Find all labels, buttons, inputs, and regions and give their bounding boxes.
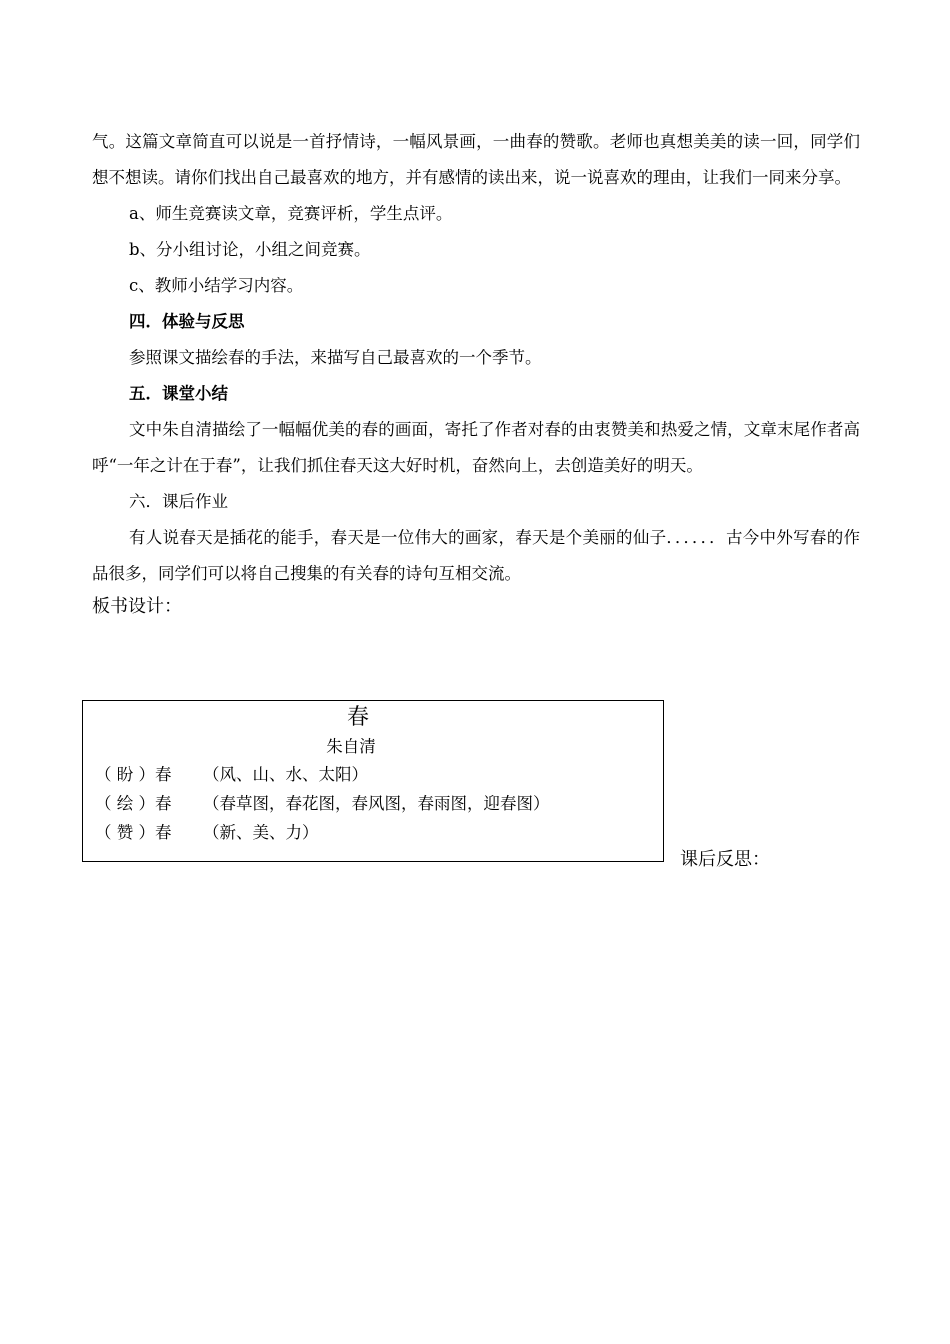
section-5-text: 文中朱自清描绘了一幅幅优美的春的画面，寄托了作者对春的由衷赞美和热爱之情，文章末尾作者高呼“一年之计在于春”，让我们抓住春天这大好时机，奋然向上，去创造美好的明天。 [92,420,860,475]
board-row-content: （新、美、力） [203,823,319,842]
board-row [95,763,368,787]
board-design-heading: 板书设计： [92,596,182,617]
section-6-heading: 六．课后作业 [129,492,228,511]
list-item-a: a、师生竞赛读文章，竞赛评析，学生点评。 [129,204,453,223]
board-title: 春 [346,705,369,730]
board-row-content: （风、山、水、太阳） [203,765,368,784]
board-design-section [82,700,944,870]
section-6-text: 有人说春天是插花的能手，春天是一位伟大的画家，春天是个美丽的仙子．．．．．．古今中外写春的作品很多，同学们可以将自己搜集的有关春的诗句互相交流。 [92,528,860,583]
blackboard-design-box [82,700,664,862]
paragraph-reading-intro: 气。这篇文章简直可以说是一首抒情诗，一幅风景画，一曲春的赞歌。老师也真想美美的读一回，同学们想不想读。请你们找出自己最喜欢的地方，并有感情的读出来，说一说喜欢的理由，让我们一同来分享。 [92,132,860,187]
post-class-reflection-label: 课后反思： [680,849,770,870]
document-body [92,124,860,622]
board-row-content: （春草图，春花图，春风图，春雨图，迎春图） [203,794,550,813]
list-item-c: c、教师小结学习内容。 [129,276,304,295]
section-4-text: 参照课文描绘春的手法，来描写自己最喜欢的一个季节。 [129,348,542,367]
list-item-b: b、分小组讨论，小组之间竞赛。 [129,240,371,259]
board-row-label: （ 绘 ）春 [95,794,172,813]
section-4-heading: 四．体验与反思 [129,312,245,331]
board-author: 朱自清 [326,737,376,756]
section-5-heading: 五．课堂小结 [129,384,228,403]
board-row [95,792,550,816]
board-row-label: （ 盼 ）春 [95,765,172,784]
board-row [95,821,319,845]
board-row-label: （ 赞 ）春 [95,823,172,842]
